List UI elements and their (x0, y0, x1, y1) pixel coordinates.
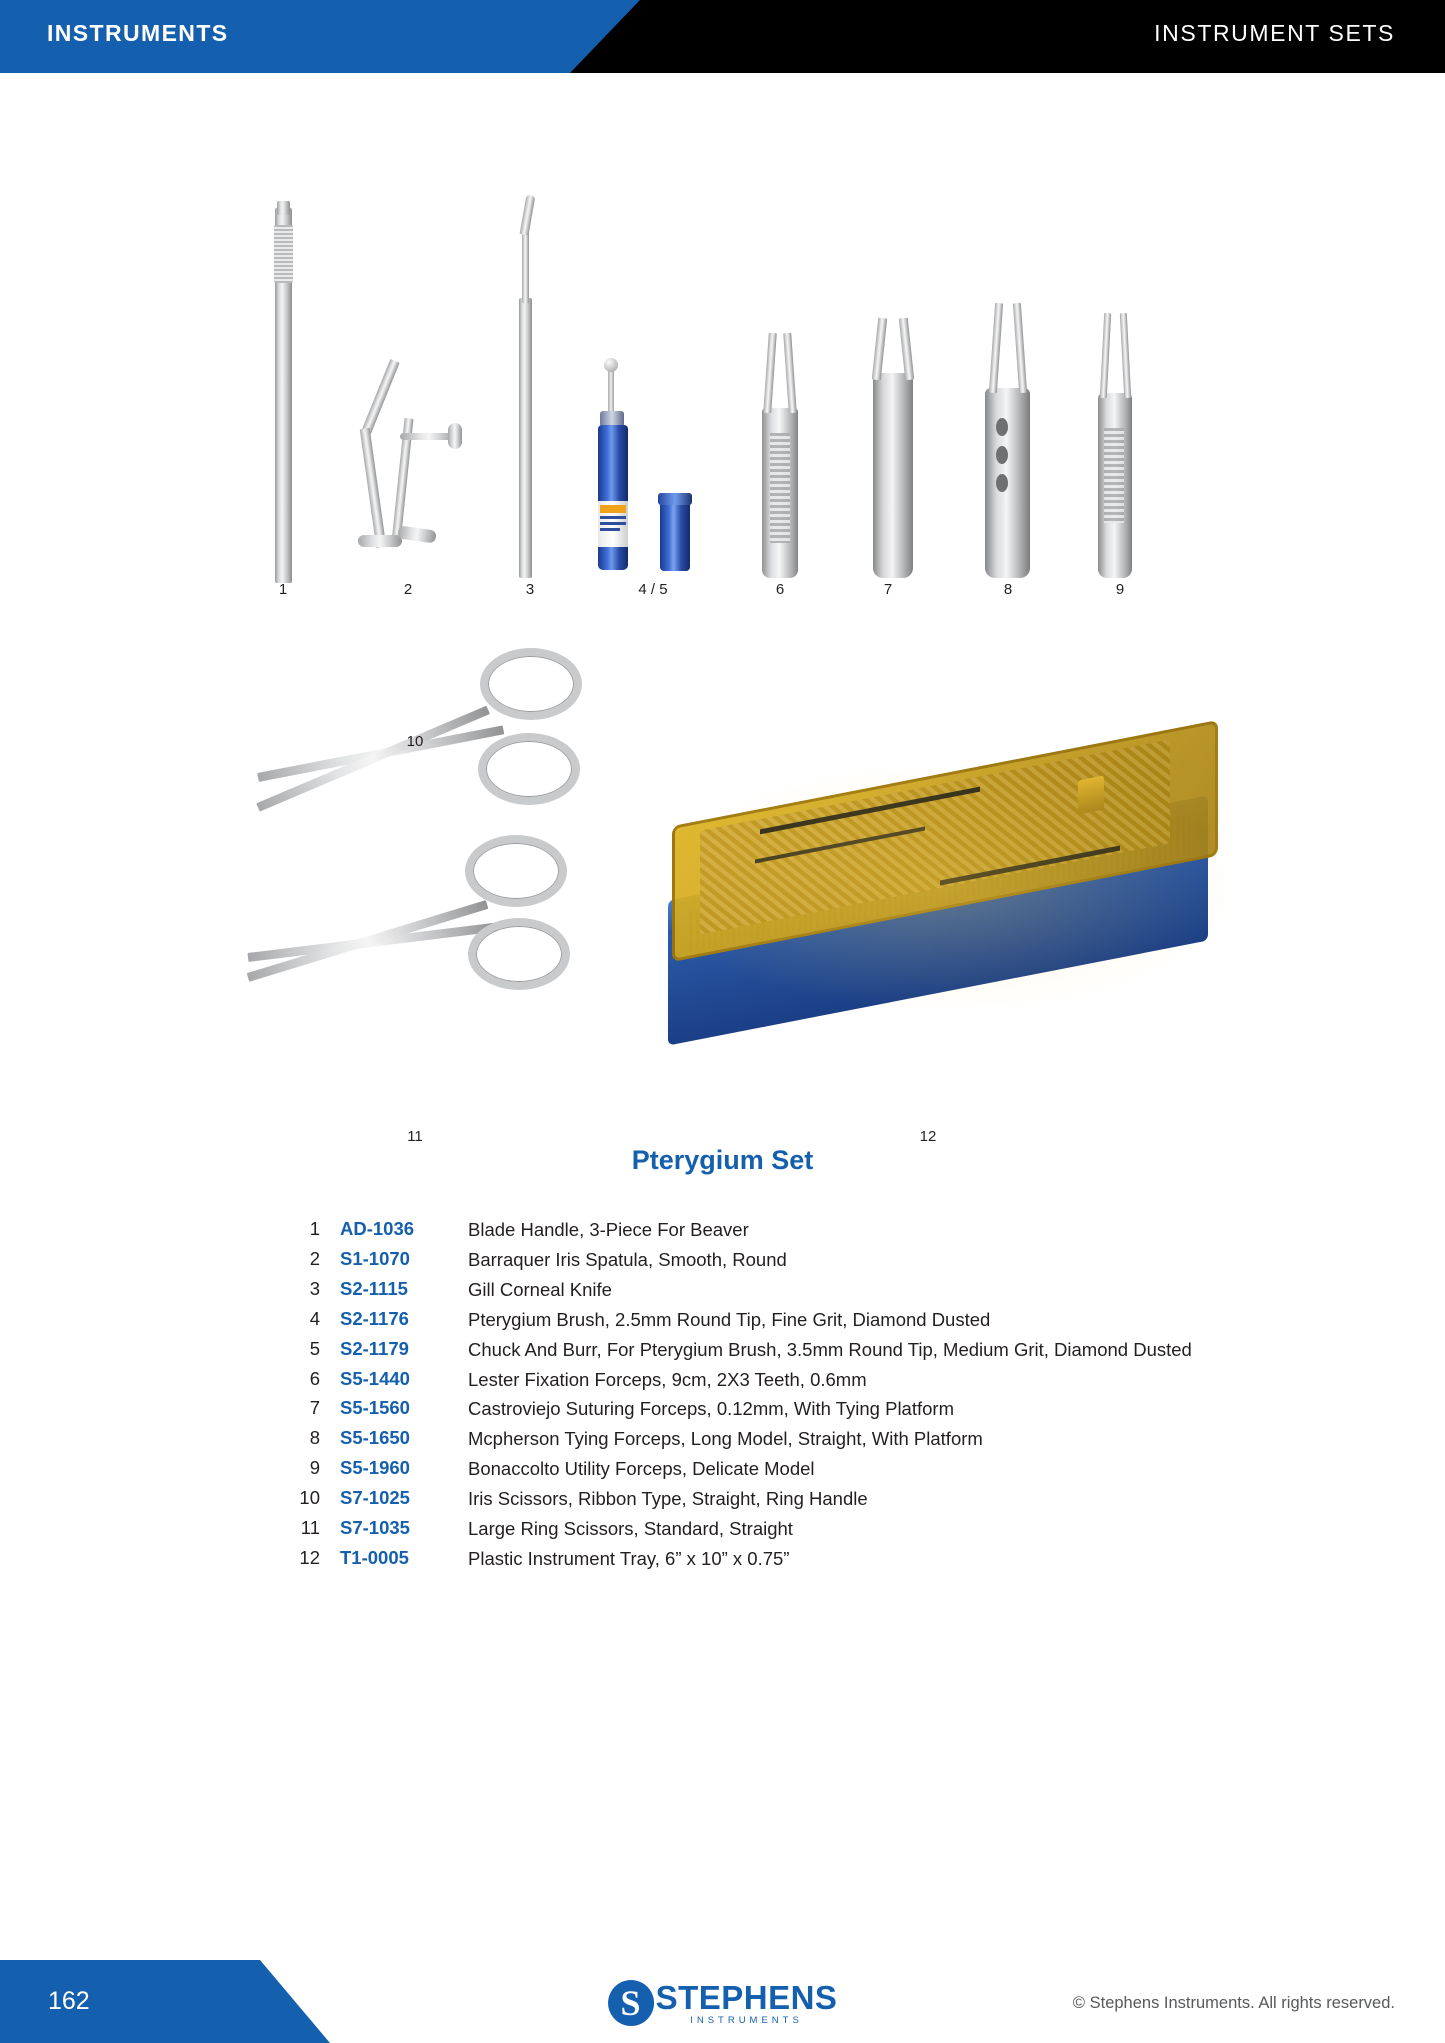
item-description: Pterygium Brush, 2.5mm Round Tip, Fine Grit, Diamond Dusted (468, 1308, 991, 1330)
logo-wordmark: STEPHENS (655, 1978, 838, 2016)
list-item (268, 1308, 1268, 1332)
list-item (268, 1248, 1268, 1272)
figure-caption-3: 3 (525, 581, 535, 598)
item-code[interactable]: S5-1440 (340, 1367, 410, 1389)
list-item (268, 1397, 1268, 1421)
list-item (268, 1457, 1268, 1481)
item-number: 4 (309, 1307, 320, 1329)
item-code[interactable]: S2-1115 (340, 1277, 408, 1299)
item-description: Barraquer Iris Spatula, Smooth, Round (468, 1248, 787, 1270)
figure-caption-9: 9 (1115, 581, 1125, 598)
page-footer (0, 1960, 1445, 2043)
item-description: Castroviejo Suturing Forceps, 0.12mm, With Tying Platform (468, 1398, 954, 1420)
item-number: 5 (309, 1337, 320, 1359)
list-item (268, 1218, 1268, 1242)
item-number: 8 (309, 1427, 320, 1449)
figure-caption-6: 6 (775, 581, 785, 598)
item-code[interactable]: S7-1035 (340, 1517, 410, 1539)
figure-caption-7: 7 (883, 581, 893, 598)
item-number: 3 (309, 1277, 320, 1299)
item-number: 10 (299, 1487, 320, 1509)
item-code[interactable]: T1-0005 (340, 1546, 409, 1568)
item-code[interactable]: S5-1960 (340, 1457, 410, 1479)
list-item (268, 1338, 1268, 1362)
page-title: Pterygium Set (631, 1145, 814, 1175)
item-description: Mcpherson Tying Forceps, Long Model, Straight, With Platform (468, 1428, 983, 1450)
item-code[interactable]: S2-1176 (340, 1307, 409, 1329)
item-description: Plastic Instrument Tray, 6” x 10” x 0.75” (468, 1547, 790, 1569)
logo-mark-icon: S (608, 1980, 654, 2026)
figure-caption-8: 8 (1003, 581, 1013, 598)
item-number: 9 (309, 1457, 320, 1479)
item-code[interactable]: S1-1070 (340, 1247, 410, 1269)
item-description: Gill Corneal Knife (468, 1278, 612, 1300)
figure-caption-12: 12 (919, 1128, 937, 1145)
product-figure-area (0, 73, 1445, 1145)
figure-caption-11: 11 (407, 1128, 423, 1145)
item-number: 11 (300, 1517, 320, 1539)
figure-caption-1: 1 (278, 581, 288, 598)
company-logo (608, 1980, 838, 2026)
figure-caption-2: 2 (403, 581, 413, 598)
item-description: Blade Handle, 3-Piece For Beaver (468, 1219, 749, 1240)
list-item (268, 1427, 1268, 1451)
list-item (268, 1487, 1268, 1511)
item-description: Bonaccolto Utility Forceps, Delicate Model (468, 1458, 815, 1480)
header-subsection-title: INSTRUMENT SETS (1154, 20, 1395, 46)
page-header (0, 0, 1445, 73)
item-description: Large Ring Scissors, Standard, Straight (468, 1518, 793, 1540)
list-item (268, 1368, 1268, 1392)
figure-caption-10: 10 (406, 733, 424, 750)
item-code[interactable]: S5-1560 (340, 1397, 410, 1419)
item-number: 7 (309, 1397, 320, 1419)
page-number: 162 (48, 1987, 90, 2015)
item-code[interactable]: S2-1179 (340, 1337, 409, 1359)
list-item (268, 1517, 1268, 1541)
item-code[interactable]: S7-1025 (340, 1487, 410, 1509)
list-item (268, 1547, 1268, 1571)
header-section-title: INSTRUMENTS (47, 20, 229, 46)
item-number: 1 (309, 1218, 320, 1239)
item-number: 12 (299, 1546, 320, 1568)
logo-subtext: INSTRUMENTS (690, 2014, 803, 2026)
item-description: Iris Scissors, Ribbon Type, Straight, Ring Handle (468, 1488, 868, 1510)
instrument-list (268, 1218, 1268, 1577)
list-item (268, 1278, 1268, 1302)
copyright-text: © Stephens Instruments. All rights reserved. (1072, 1994, 1395, 2012)
figure-caption-4-5: 4 / 5 (638, 581, 668, 598)
item-code[interactable]: S5-1650 (340, 1427, 410, 1449)
item-description: Chuck And Burr, For Pterygium Brush, 3.5mm Round Tip, Medium Grit, Diamond Dusted (468, 1338, 1192, 1360)
item-number: 2 (309, 1247, 320, 1269)
item-code[interactable]: AD-1036 (340, 1218, 415, 1239)
item-description: Lester Fixation Forceps, 9cm, 2X3 Teeth, 0.6mm (468, 1368, 867, 1390)
item-number: 6 (309, 1367, 320, 1389)
